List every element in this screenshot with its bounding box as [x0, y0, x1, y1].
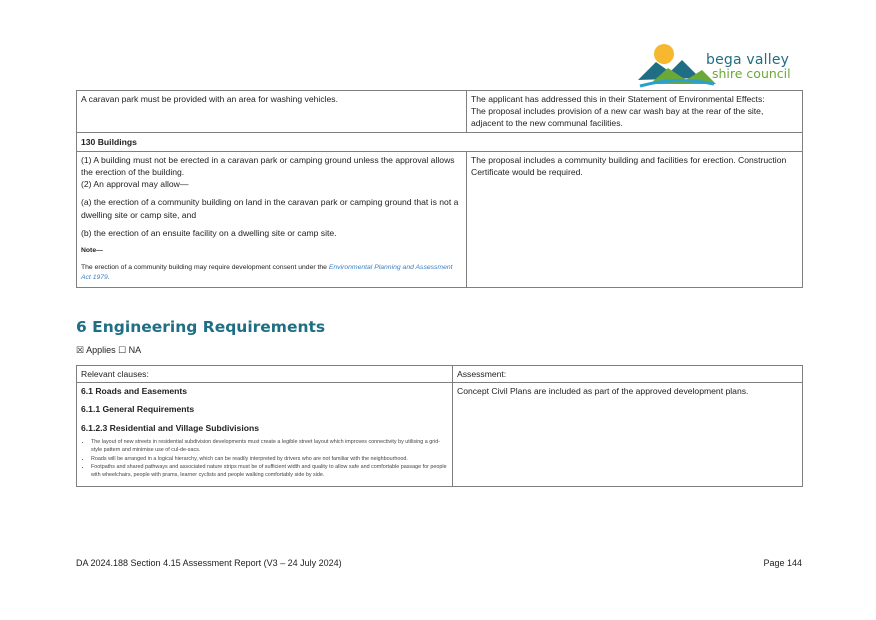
- clause-text: (a) the erection of a community building on land in the caravan park or camping ground that is not a dwelling site or camp site, and: [81, 197, 459, 220]
- clause-cell: [77, 383, 453, 487]
- clause-heading: 130 Buildings: [77, 132, 803, 151]
- note-end: .: [107, 274, 110, 282]
- clause-text: (b) the erection of an ensuite facility on a dwelling site or camp site.: [81, 227, 337, 238]
- table-row: [77, 151, 803, 287]
- clause-heading-3: 6.1.2.3 Residential and Village Subdivisions: [81, 422, 259, 433]
- logo-text-line2: shire council: [712, 66, 791, 81]
- footer-report-title: DA 2024.188 Section 4.15 Assessment Report (V3 – 24 July 2024): [76, 558, 342, 568]
- header-assessment: Assessment:: [453, 366, 803, 383]
- clause-heading-1: 6.1 Roads and Easements: [81, 386, 188, 397]
- table-heading-row: [77, 132, 803, 151]
- note-label: Note—: [81, 247, 103, 255]
- clause-heading-2: 6.1.1 General Requirements: [81, 404, 195, 415]
- clause-cell: A caravan park must be provided with an area for washing vehicles.: [77, 91, 467, 133]
- clause-cell: [77, 151, 467, 287]
- note-body: The erection of a community building may require development consent under the: [81, 264, 329, 272]
- applies-checkboxes: ☒ Applies ☐ NA: [76, 345, 142, 355]
- assessment-cell: [467, 91, 803, 133]
- table-header-row: [77, 366, 803, 383]
- clause-text: (1) A building must not be erected in a caravan park or camping ground unless the approval allows the erection of the building.: [81, 154, 455, 178]
- logo-text-line1: bega valley: [706, 52, 790, 68]
- assessment-cell: Concept Civil Plans are included as part of the approved development plans.: [453, 383, 803, 487]
- assessment-line: The applicant has addressed this in their Statement of Environmental Effects:: [471, 94, 765, 104]
- engineering-table: [76, 365, 803, 487]
- note-text: [81, 263, 462, 283]
- table-row: [77, 91, 803, 133]
- logo-sun: [654, 44, 674, 64]
- list-item: • The layout of new streets in residential subdivision developments must create a legible street layout which improves connectivity by utilising a grid-style pattern and minimise use of cul-de-sacs.: [91, 438, 448, 455]
- list-item: • Roads will be arranged in a logical hierarchy, which can be readily interpreted by drivers who are not familiar with the neighbourhood.: [91, 455, 448, 463]
- header-relevant-clauses: Relevant clauses:: [77, 366, 453, 383]
- bullet-list: [81, 438, 448, 480]
- assessment-cell: The proposal includes a community building and facilities for erection. Construction Certificate would be required.: [467, 151, 803, 287]
- controls-table: [76, 90, 803, 288]
- list-item: • Footpaths and shared pathways and associated nature strips must be of sufficient width and quality to allow safe and comfortable passage for people with wheelchairs, people with prams, learner cyclists and people walking comfortably side by side.: [91, 463, 448, 480]
- footer-page-number: Page 144: [763, 558, 802, 568]
- clause-text: (2) An approval may allow—: [81, 179, 189, 190]
- table-row: [77, 383, 803, 487]
- assessment-line: The proposal includes provision of a new car wash bay at the rear of the site, adjacent to the new communal facilities.: [471, 106, 764, 129]
- act-link[interactable]: Environmental Planning and Assessment Act 1979: [81, 264, 453, 282]
- section-title: 6 Engineering Requirements: [76, 318, 326, 336]
